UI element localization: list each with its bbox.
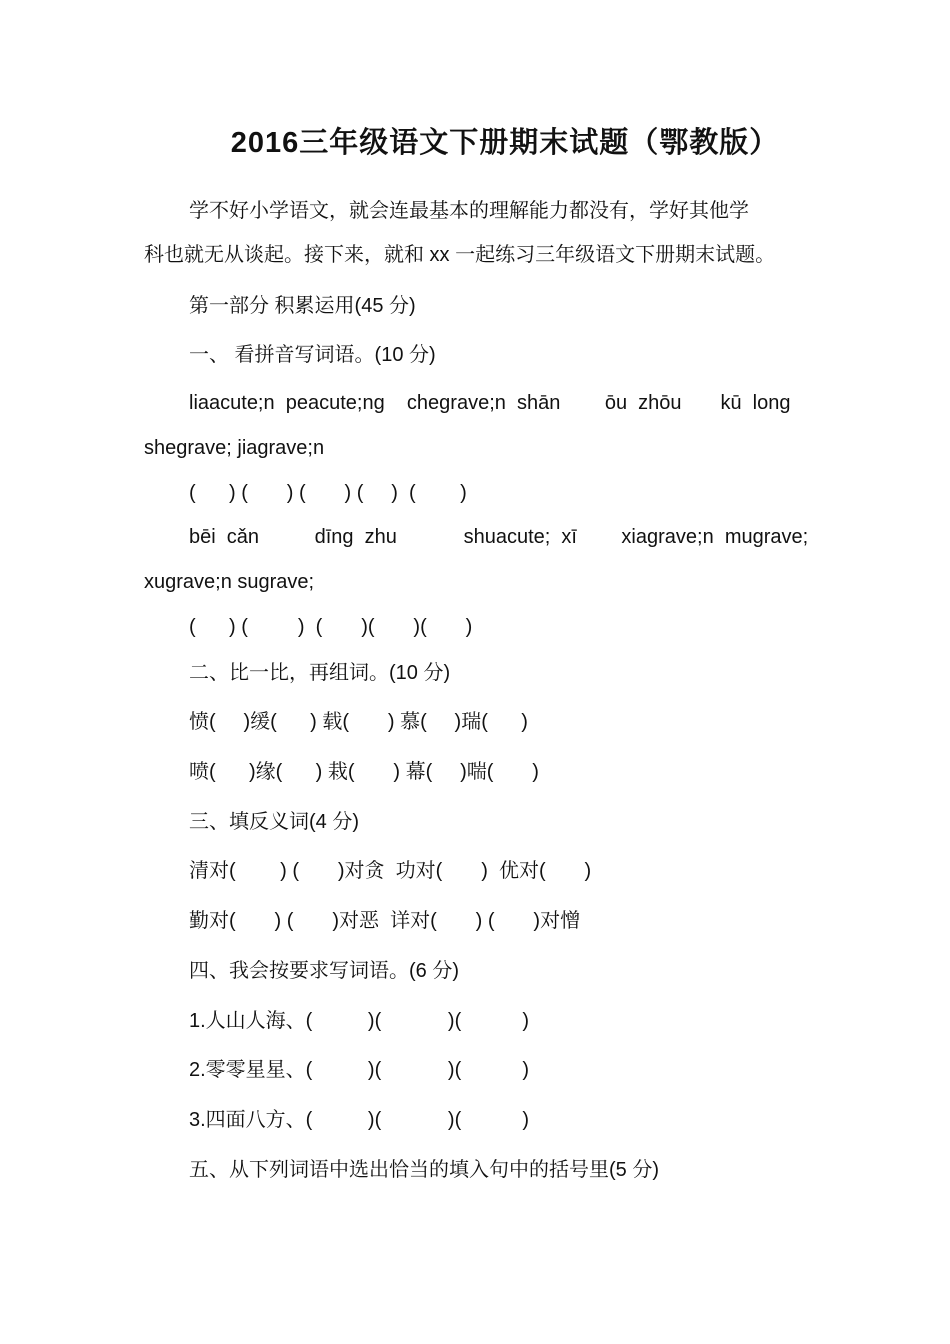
question-4-item-2: 2.零零星星、( )( )( ) [189,1059,530,1081]
question-3-row-1: 清对( ) ( )对贪 功对( ) 优对( ) [189,860,592,882]
question-1-blanks-row-2: ( ) ( ) ( )( )( ) [189,616,473,638]
document-title: 2016三年级语文下册期末试题（鄂教版） [230,127,780,159]
question-1-pinyin-row-2-cont: xugrave;n sugrave; [144,571,315,593]
question-1-pinyin-row-2: bēi cǎn dīng zhu shuacute; xī xiagrave;n mugrave; [189,526,809,548]
question-4-heading: 四、我会按要求写词语。(6 分) [189,960,459,982]
question-5-heading: 五、从下列词语中选出恰当的填入句中的括号里(5 分) [189,1159,659,1181]
question-3-heading: 三、填反义词(4 分) [189,811,359,833]
question-4-item-1: 1.人山人海、( )( )( ) [189,1010,530,1032]
question-4-item-3: 3.四面八方、( )( )( ) [189,1109,530,1131]
question-1-blanks-row-1: ( ) ( ) ( ) ( ) ( ) [189,482,467,504]
intro-paragraph-line-2: 科也就无从谈起。接下来，就和 xx 一起练习三年级语文下册期末试题。 [144,244,776,266]
question-2-row-1: 愤( )缓( ) 载( ) 慕( )瑞( ) [189,711,528,733]
question-2-row-2: 喷( )缘( ) 栽( ) 幕( )喘( ) [189,761,539,783]
intro-paragraph-line-1: 学不好小学语文，就会连最基本的理解能力都没有，学好其他学 [189,200,749,222]
question-1-heading: 一、 看拼音写词语。(10 分) [189,344,436,366]
question-1-pinyin-row-1: liaacute;n peacute;ng chegrave;n shān ōu zhōu kū long [189,392,791,414]
question-1-pinyin-row-1-cont: shegrave; jiagrave;n [144,437,325,459]
part-one-heading: 第一部分 积累运用(45 分) [189,295,416,317]
question-3-row-2: 勤对( ) ( )对恶 详对( ) ( )对憎 [189,910,581,932]
question-2-heading: 二、比一比，再组词。(10 分) [189,662,451,684]
